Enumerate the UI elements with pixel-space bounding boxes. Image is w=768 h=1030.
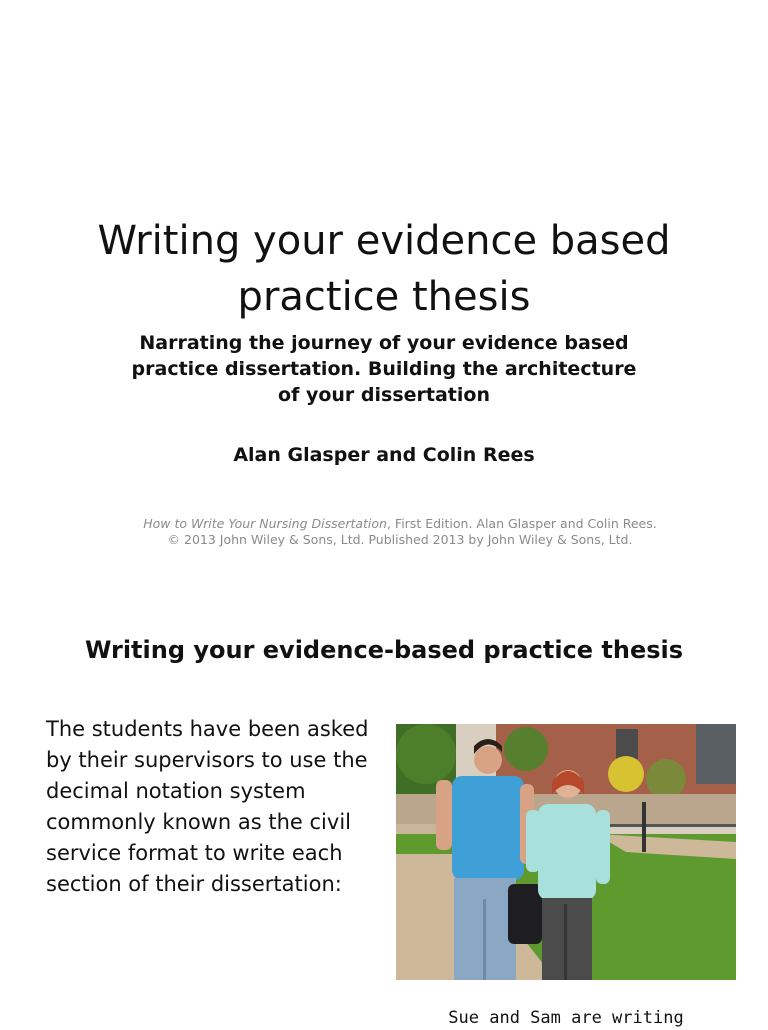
edition-info: , First Edition. Alan Glasper and Colin Rees.: [386, 516, 657, 531]
book-title: How to Write Your Nursing Dissertation: [143, 516, 387, 531]
copyright-line-1: [110, 516, 690, 532]
section-heading: Writing your evidence-based practice thesis: [84, 635, 684, 664]
slide-title: Writing your evidence based practice thesis: [97, 217, 671, 320]
slide-subtitle: Narrating the journey of your evidence based practice dissertation. Building the architecture of your dissertation: [131, 332, 637, 406]
photo-caption: Sue and Sam are writing: [448, 1008, 684, 1028]
body-paragraph: The students have been asked by their supervisors to use the decimal notation system commonly known as the civil service format to write each section of their dissertation:: [46, 717, 369, 896]
copyright-line-2: © 2013 John Wiley & Sons, Ltd. Published 2013 by John Wiley & Sons, Ltd.: [167, 532, 633, 547]
photo-students-walking-icon: [396, 724, 736, 980]
authors: Alan Glasper and Colin Rees: [233, 444, 535, 466]
copyright-notice: [110, 516, 690, 548]
